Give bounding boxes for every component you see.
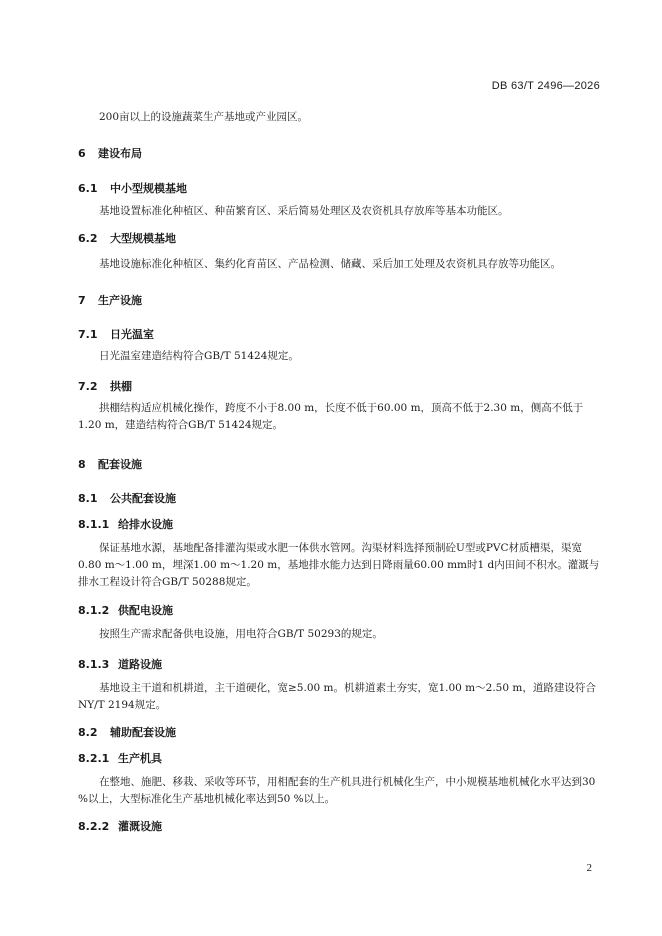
section-number: 8.1.3 — [78, 658, 110, 671]
section-title: 给排水设施 — [118, 518, 173, 531]
section-number: 7 — [78, 294, 86, 307]
section-title: 中小型规模基地 — [110, 182, 187, 195]
standard-code: DB 63/T 2496—2026 — [491, 80, 600, 92]
section-title: 大型规模基地 — [110, 232, 176, 245]
paragraph: 基地设置标准化种植区、种苗繁育区、采后简易处理区及农资机具存放库等基本功能区。 — [99, 205, 509, 217]
paragraph: 按照生产需求配备供电设施，用电符合GB/T 50293的规定。 — [99, 628, 383, 640]
subsubsection-heading — [78, 602, 173, 618]
section-number: 8.2.2 — [78, 820, 110, 833]
section-number: 8.1.1 — [78, 518, 110, 531]
page-number: 2 — [586, 862, 592, 874]
section-title: 生产设施 — [98, 294, 142, 307]
section-number: 7.1 — [78, 328, 98, 341]
subsubsection-heading — [78, 750, 162, 766]
section-title: 拱棚 — [110, 380, 132, 393]
subsubsection-heading — [78, 516, 173, 532]
paragraph: 基地设施标准化种植区、集约化育苗区、产品检测、储藏、采后加工处理及农资机具存放等功能区。 — [99, 258, 561, 270]
paragraph: 200亩以上的设施蔬菜生产基地或产业园区。 — [99, 111, 309, 123]
section-title: 辅助配套设施 — [110, 726, 176, 739]
section-title: 供配电设施 — [118, 604, 173, 617]
paragraph: 在整地、施肥、移栽、采收等环节，用相配套的生产机具进行机械化生产，中小规模基地机械化水平达到30 %以上，大型标准化生产基地机械化率达到50 %以上。 — [78, 776, 596, 805]
section-title: 建设布局 — [98, 147, 142, 160]
section-heading — [78, 456, 142, 472]
paragraph: 保证基地水源，基地配备排灌沟渠或水肥一体供水管网。沟渠材料选择预制砼U型或PVC材质槽渠，渠宽0.80 m～1.00 m，埋深1.00 m～1.20 m，基地排水能力达到日降雨量60.00 mm时1 d内田间不积水。灌溉与排水工程设计符合GB/T 50288规定。 — [78, 542, 600, 588]
subsection-heading — [78, 326, 154, 342]
section-title: 配套设施 — [98, 458, 142, 471]
section-number: 8.2.1 — [78, 752, 110, 765]
section-number: 8.1.2 — [78, 604, 110, 617]
paragraph: 日光温室建造结构符合GB/T 51424规定。 — [99, 350, 299, 362]
section-number: 6.2 — [78, 232, 98, 245]
subsection-heading — [78, 490, 176, 506]
subsubsection-heading — [78, 656, 162, 672]
section-heading — [78, 145, 142, 161]
section-number: 8.2 — [78, 726, 98, 739]
section-title: 生产机具 — [118, 752, 162, 765]
paragraph: 基地设主干道和机耕道，主干道硬化，宽≥5.00 m。机耕道素土夯实，宽1.00 m～2.50 m，道路建设符合NY/T 2194规定。 — [78, 682, 596, 711]
section-title: 日光温室 — [110, 328, 154, 341]
section-title: 灌溉设施 — [118, 820, 162, 833]
subsection-heading — [78, 378, 132, 394]
subsection-heading — [78, 230, 176, 246]
subsection-heading — [78, 180, 187, 196]
section-number: 8.1 — [78, 492, 98, 505]
subsubsection-heading — [78, 818, 162, 834]
subsection-heading — [78, 724, 176, 740]
section-title: 道路设施 — [118, 658, 162, 671]
section-number: 7.2 — [78, 380, 98, 393]
section-number: 6.1 — [78, 182, 98, 195]
section-title: 公共配套设施 — [110, 492, 176, 505]
section-heading — [78, 292, 142, 308]
section-number: 8 — [78, 458, 86, 471]
paragraph: 拱棚结构适应机械化操作，跨度不小于8.00 m，长度不低于60.00 m，顶高不低于2.30 m，侧高不低于1.20 m，建造结构符合GB/T 51424规定。 — [78, 402, 584, 431]
section-number: 6 — [78, 147, 86, 160]
